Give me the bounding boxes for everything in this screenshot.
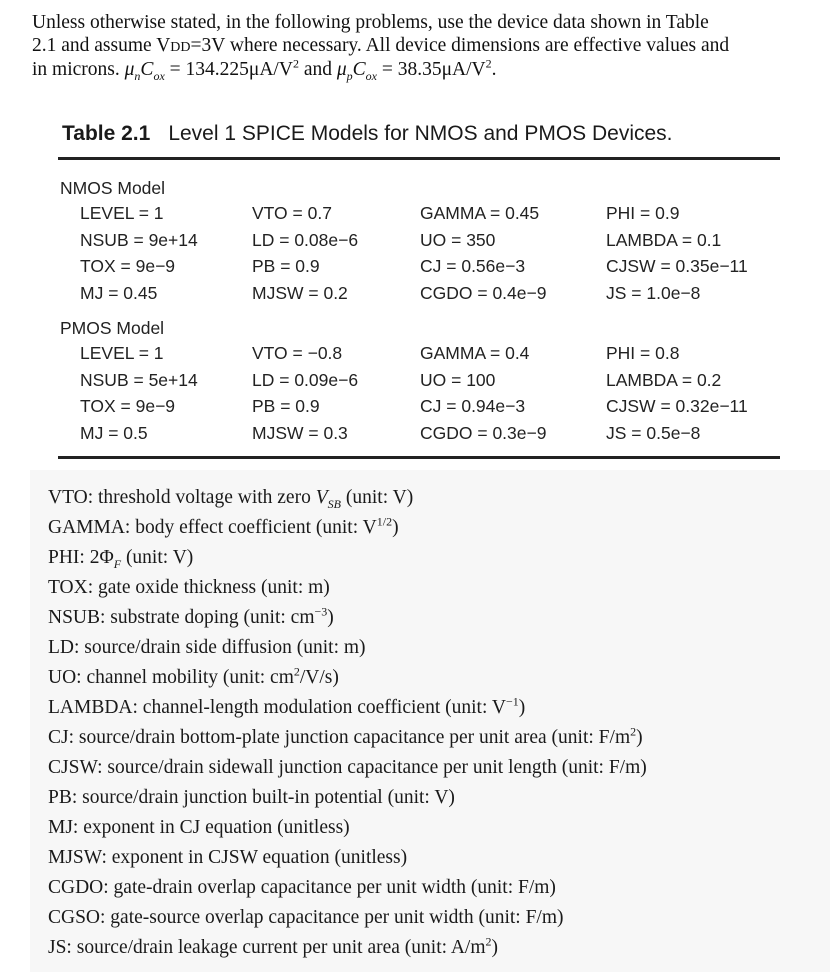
def-mj: MJ: exponent in CJ equation (unitless) xyxy=(48,817,350,838)
pmos-param-r1-c3: GAMMA = 0.4 xyxy=(420,343,530,363)
table-caption xyxy=(62,122,673,146)
nmos-param-r2-c4: LAMBDA = 0.1 xyxy=(606,229,722,250)
pmos-model-label: PMOS Model xyxy=(60,318,165,338)
parameter-definitions xyxy=(48,483,647,963)
def-pb: PB: source/drain junction built-in potential (unit: V) xyxy=(48,787,455,808)
pmos-param-r1-c4: PHI = 0.8 xyxy=(606,343,680,363)
def-mjsw: MJSW: exponent in CJSW equation (unitless) xyxy=(48,847,408,868)
nmos-model-label: NMOS Model xyxy=(60,178,166,198)
def-nsub: NSUB: substrate doping (unit: $cm^{-3}$) xyxy=(48,604,334,628)
table-title: Level 1 SPICE Models for NMOS and PMOS Devices. xyxy=(168,122,673,145)
def-cgso: CGSO: gate-source overlap capacitance per unit width (unit: F/m) xyxy=(48,907,564,928)
def-ld: LD: source/drain side diffusion (unit: m) xyxy=(48,637,366,658)
pmos-param-r3-c3: CJ = 0.94e−3 xyxy=(420,396,526,416)
pmos-param-r4-c2: MJSW = 0.3 xyxy=(252,422,348,443)
nmos-param-r1-c1: LEVEL = 1 xyxy=(80,203,164,223)
intro-line-1: Unless otherwise stated, in the following problems, use the device data shown in Table xyxy=(32,12,709,33)
pmos-param-r2-c4: LAMBDA = 0.2 xyxy=(606,369,722,390)
nmos-param-r4-c1: MJ = 0.45 xyxy=(80,282,158,303)
def-js: JS: source/drain leakage current per unit area (unit: $A/m^2$) xyxy=(48,934,499,958)
pmos-param-r3-c4: CJSW = 0.32e−11 xyxy=(606,396,748,416)
def-phi: PHI: $2\Phi_F$ (unit: V) xyxy=(48,547,194,571)
nmos-param-r2-c1: NSUB = 9e+14 xyxy=(80,229,198,250)
nmos-param-r3-c2: PB = 0.9 xyxy=(252,256,320,276)
def-uo: UO: channel mobility (unit: $cm^2/V/s$) xyxy=(48,664,339,688)
pmos-param-r2-c3: UO = 100 xyxy=(420,369,496,390)
nmos-param-r4-c2: MJSW = 0.2 xyxy=(252,282,348,303)
intro-paragraph xyxy=(32,12,822,82)
nmos-param-r2-c3: UO = 350 xyxy=(420,229,496,250)
pmos-param-r3-c2: PB = 0.9 xyxy=(252,396,320,416)
pmos-param-r4-c3: CGDO = 0.3e−9 xyxy=(420,422,547,443)
nmos-param-r3-c4: CJSW = 0.35e−11 xyxy=(606,256,748,276)
intro-line-2: 2.1 and assume VDD=3V where necessary. All device dimensions are effective values and xyxy=(32,34,730,56)
def-vto: VTO: threshold voltage with zero $V_{SB}$ (unit: V) xyxy=(48,487,414,511)
def-tox: TOX: gate oxide thickness (unit: m) xyxy=(48,577,330,598)
nmos-param-r1-c3: GAMMA = 0.45 xyxy=(420,203,540,223)
pmos-param-r1-c1: LEVEL = 1 xyxy=(80,343,164,363)
table-top-rule xyxy=(58,157,780,160)
nmos-param-r3-c3: CJ = 0.56e−3 xyxy=(420,256,526,276)
nmos-param-r2-c2: LD = 0.08e−6 xyxy=(252,229,359,250)
pmos-param-r2-c2: LD = 0.09e−6 xyxy=(252,369,359,390)
table-number: Table 2.1 xyxy=(62,122,151,145)
table-bottom-rule xyxy=(58,456,780,459)
def-lambda: LAMBDA: channel-length modulation coefficient (unit: $V^{-1}$) xyxy=(48,694,526,718)
nmos-param-r1-c2: VTO = 0.7 xyxy=(252,203,332,223)
pmos-param-r1-c2: VTO = −0.8 xyxy=(252,343,343,363)
def-cjsw: CJSW: source/drain sidewall junction capacitance per unit length (unit: F/m) xyxy=(48,757,647,778)
pmos-param-r3-c1: TOX = 9e−9 xyxy=(80,396,176,416)
def-cj: CJ: source/drain bottom-plate junction capacitance per unit area (unit: $F/m^2$) xyxy=(48,724,643,748)
nmos-param-r3-c1: TOX = 9e−9 xyxy=(80,256,176,276)
pmos-param-r4-c1: MJ = 0.5 xyxy=(80,422,148,443)
pmos-param-r2-c1: NSUB = 5e+14 xyxy=(80,369,198,390)
nmos-param-r1-c4: PHI = 0.9 xyxy=(606,203,680,223)
nmos-param-r4-c3: CGDO = 0.4e−9 xyxy=(420,282,547,303)
def-gamma: GAMMA: body effect coefficient (unit: $V^{1/2}$) xyxy=(48,514,399,538)
intro-line-3: in microns. $\mu_nC_{ox} = 134.225\mu A/V^2$ and $\mu_pC_{ox} = 38.35\mu A/V^2$. xyxy=(32,56,497,83)
nmos-param-r4-c4: JS = 1.0e−8 xyxy=(606,282,701,303)
pmos-param-r4-c4: JS = 0.5e−8 xyxy=(606,422,701,443)
def-cgdo: CGDO: gate-drain overlap capacitance per unit width (unit: F/m) xyxy=(48,877,556,898)
